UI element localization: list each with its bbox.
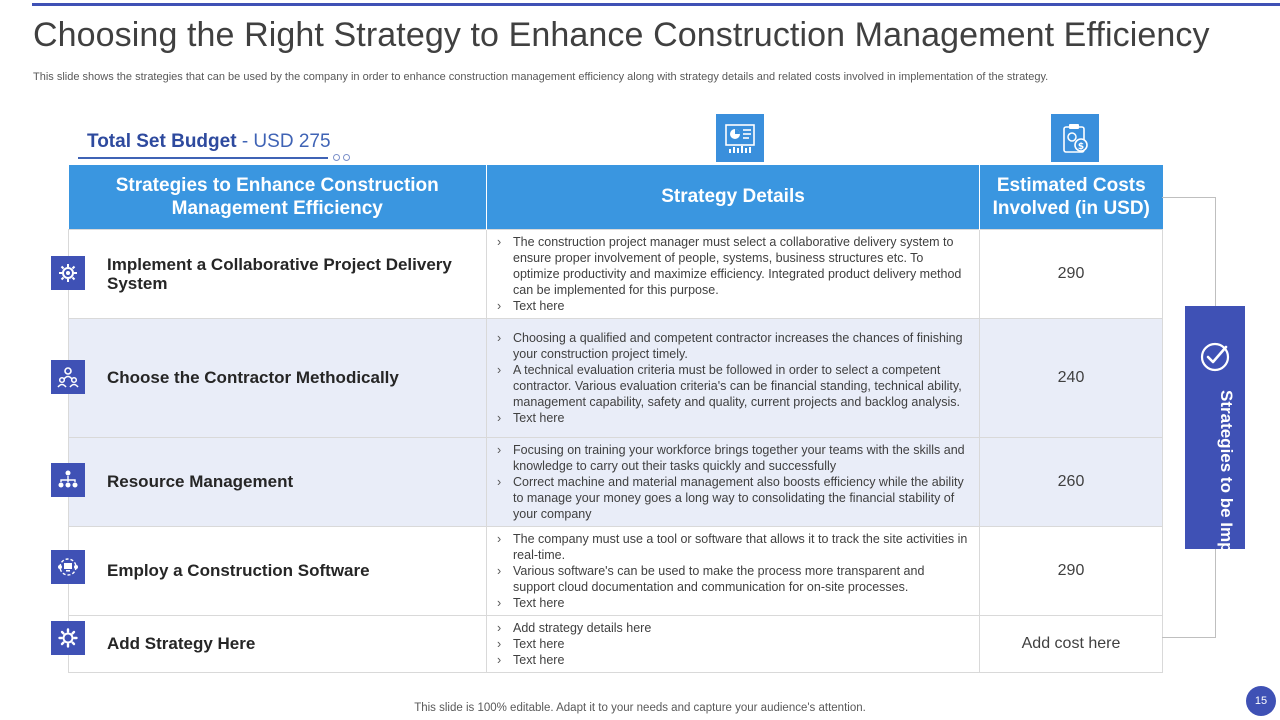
budget-value: - USD 275 [236,131,331,152]
strategy-cost: 260 [980,437,1163,526]
detail-item: › Focusing on training your workforce brings together your teams with the skills and knowledge to carry out their tasks quickly and successfully [493,442,969,474]
settings-icon [51,621,85,655]
detail-item: › Various software's can be used to make the process more transparent and support cloud documentation and communication for on-site processes. [493,563,969,595]
cost-clipboard-icon [1051,114,1099,162]
detail-item: › Text here [493,636,969,652]
strategy-details [487,229,980,318]
strategy-details [487,526,980,615]
detail-item: › Choosing a qualified and competent contractor increases the chances of finishing your construction project timely. [493,330,969,362]
strategy-name: Add Strategy Here [69,615,487,672]
strategy-details [487,318,980,437]
strategy-name: Choose the Contractor Methodically [69,318,487,437]
team-icon [51,360,85,394]
strategy-table [68,165,1163,673]
strategy-name: Implement a Collaborative Project Delivery System [69,229,487,318]
page-number: 15 [1246,686,1276,716]
strategy-cost: 290 [980,526,1163,615]
strategy-details [487,615,980,672]
hierarchy-icon [51,463,85,497]
strategy-cost: Add cost here [980,615,1163,672]
detail-item: › Text here [493,595,969,611]
strategy-name: Employ a Construction Software [69,526,487,615]
table-row [69,318,1163,437]
table-header-row [69,165,1163,229]
strategy-details [487,437,980,526]
table-row [69,229,1163,318]
slide-footer: This slide is 100% editable. Adapt it to your needs and capture your audience's attention. [414,702,866,714]
detail-item: › The company must use a tool or software that allows it to track the site activities in real-time. [493,531,969,563]
detail-item: › Add strategy details here [493,620,969,636]
detail-item: › The construction project manager must select a collaborative delivery system to ensure proper involvement of people, systems, business structures etc. To optimize productivity and maximize efficiency. Integrated product delivery method can be implemented for this purpose. [493,234,969,298]
budget-dot-2 [343,154,350,161]
check-circle-icon [1199,341,1231,373]
software-icon [51,550,85,584]
gear-network-icon [51,256,85,290]
detail-item: › Text here [493,652,969,668]
svg-text:$: $ [1077,142,1085,152]
detail-item: › A technical evaluation criteria must be followed in order to select a competent contractor. Various evaluation criteria's can be financial standing, technical ability, management capability, safety and quality, current projects and backlog analysis. [493,362,969,410]
strategy-name: Resource Management [69,437,487,526]
side-panel-label: Strategies to be Implemented [1217,390,1236,628]
detail-item: › Text here [493,410,969,426]
detail-item: › Text here [493,298,969,314]
header-cost: Estimated Costs Involved (in USD) [980,165,1163,229]
table-row [69,526,1163,615]
header-strategy: Strategies to Enhance Construction Management Efficiency [69,165,487,229]
budget-underline [78,157,328,159]
dashboard-chart-icon [716,114,764,162]
total-budget [87,131,331,153]
top-accent-line [32,3,1280,6]
strategy-cost: 240 [980,318,1163,437]
strategy-cost: 290 [980,229,1163,318]
slide-subtitle: This slide shows the strategies that can be used by the company in order to enhance construction management efficiency along with strategy details and related costs involved in implementation of the strategy. [33,71,1049,83]
budget-dot-1 [333,154,340,161]
header-details: Strategy Details [487,165,980,229]
slide-title: Choosing the Right Strategy to Enhance Construction Management Efficiency [33,16,1210,54]
budget-label: Total Set Budget [87,131,237,152]
table-row [69,437,1163,526]
table-row [69,615,1163,672]
detail-item: › Correct machine and material management also boosts efficiency while the ability to manage your money goes a long way to consolidating the financial stability of your company [493,474,969,522]
